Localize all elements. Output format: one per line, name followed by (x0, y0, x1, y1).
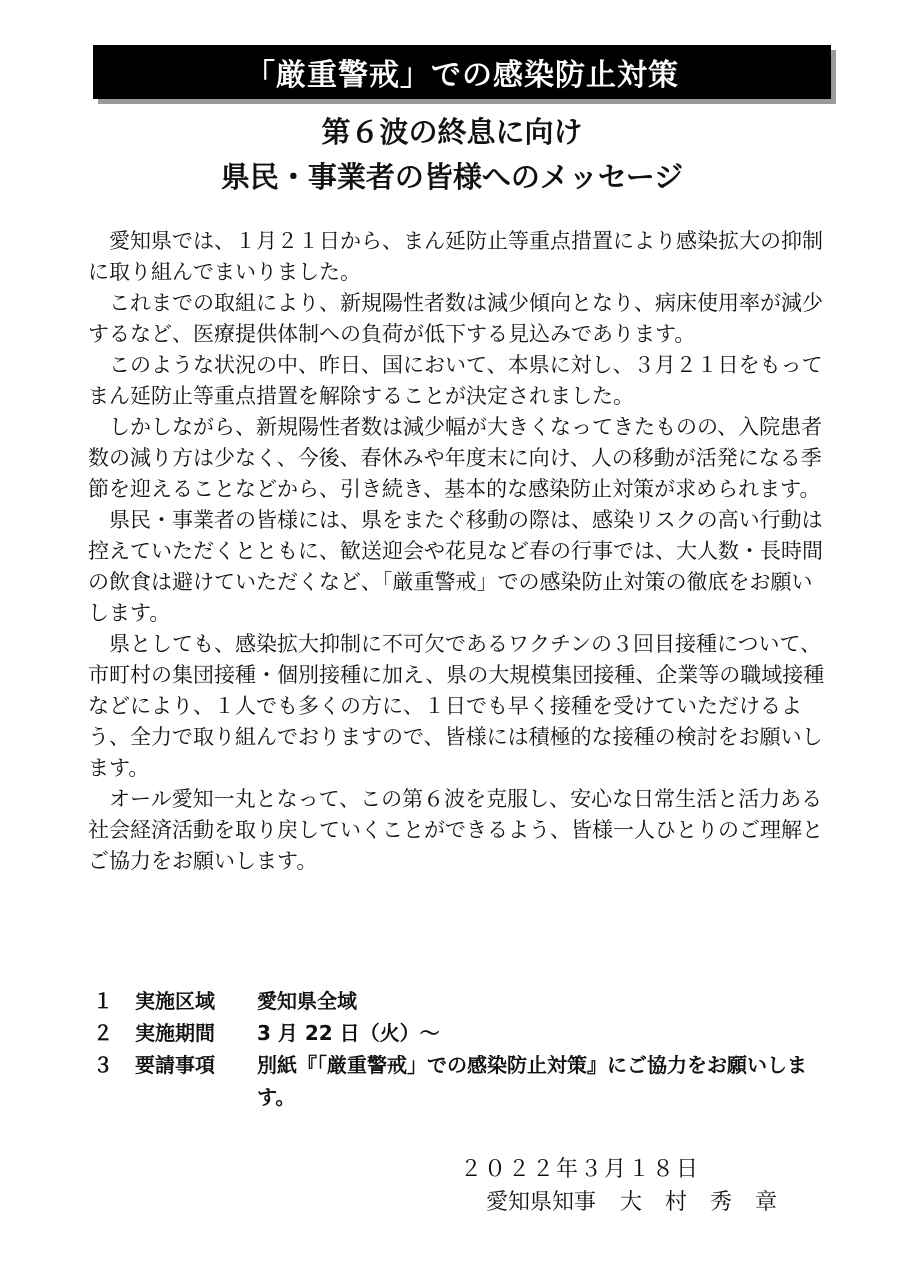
item-content: 3 月 22 日（火）～ (257, 1021, 440, 1045)
issue-date: ２０２２年３月１８日 (460, 1157, 701, 1182)
paragraph-2: これまでの取組により、新規陽性者数は減少傾向となり、病床使用率が減少するなど、医療提供体制への負荷が低下する見込みであります。 (88, 291, 823, 346)
item-label: 要請事項 (135, 1053, 215, 1077)
signer-title: 愛知県知事 (486, 1190, 597, 1215)
item-number: ３ (93, 1053, 113, 1077)
paragraph-1: 愛知県では、１月２１日から、まん延防止等重点措置により感染拡大の抑制に取り組んでまいりました。 (88, 229, 823, 284)
item-number: １ (93, 989, 113, 1013)
signature (486, 1185, 785, 1216)
message-body (88, 226, 828, 877)
signer-name: 大 村 秀 章 (620, 1190, 785, 1215)
paragraph-5: 県民・事業者の皆様には、県をまたぐ移動の際は、感染リスクの高い行動は控えていただくとともに、歓送迎会や花見など春の行事では、大人数・長時間の飲食は避けていただくなど、「厳重警戒」での感染防止対策の徹底をお願いします。 (88, 508, 823, 625)
subtitle-line-1: 第６波の終息に向け (321, 115, 583, 149)
item-content: 別紙『「厳重警戒」での感染防止対策』にご協力をお願いします。 (257, 1053, 807, 1109)
paragraph-3: このような状況の中、昨日、国において、本県に対し、３月２１日をもってまん延防止等重点措置を解除することが決定されました。 (88, 353, 823, 408)
item-number: ２ (93, 1021, 113, 1045)
paragraph-6: 県としても、感染拡大抑制に不可欠であるワクチンの３回目接種について、市町村の集団接種・個別接種に加え、県の大規模集団接種、企業等の職域接種などにより、１人でも多くの方に、１日でも早く接種を受けていただけるよう、全力で取り組んでおりますので、皆様には積極的な接種の検討をお願いします。 (88, 632, 825, 780)
item-content: 愛知県全域 (257, 989, 357, 1013)
title-banner: 「厳重警戒」での感染防止対策 (93, 45, 831, 99)
measure-item-period (93, 1017, 833, 1049)
measures-list (93, 985, 833, 1113)
subtitle-line-2: 県民・事業者の皆様へのメッセージ (220, 160, 684, 194)
paragraph-7: オール愛知一丸となって、この第６波を克服し、安心な日常生活と活力ある社会経済活動を取り戻していくことができるよう、皆様一人ひとりのご理解とご協力をお願いします。 (88, 787, 823, 873)
measure-item-area (93, 985, 833, 1017)
measure-item-request (93, 1049, 833, 1113)
item-label: 実施区域 (135, 989, 215, 1013)
paragraph-4: しかしながら、新規陽性者数は減少幅が大きくなってきたものの、入院患者数の減り方は少なく、今後、春休みや年度末に向け、人の移動が活発になる季節を迎えることなどから、引き続き、基本的な感染防止対策が求められます。 (88, 415, 823, 501)
item-label: 実施期間 (135, 1021, 215, 1045)
